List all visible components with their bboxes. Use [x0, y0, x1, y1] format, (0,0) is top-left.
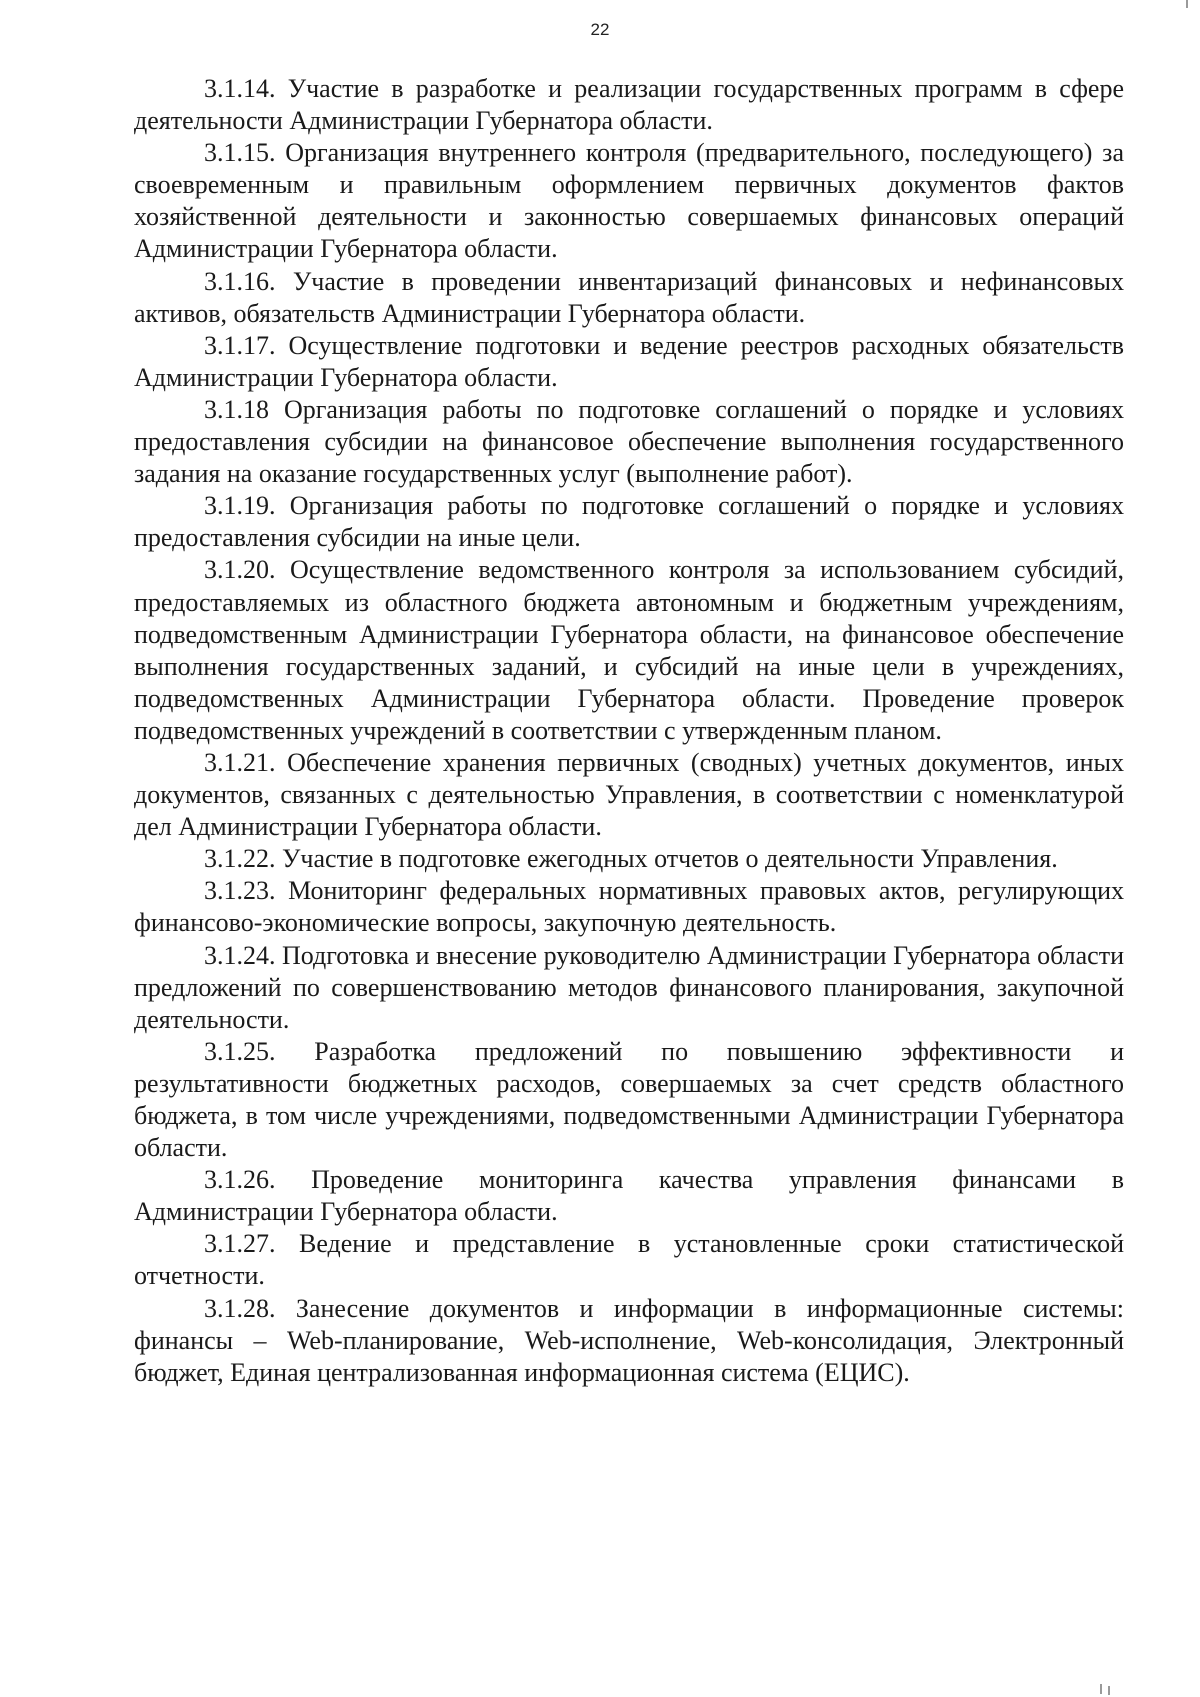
paragraph: 3.1.24. Подготовка и внесение руководителю Администрации Губернатора области предложений по совершенствованию методов финансового планирования, закупочной деятельности. — [134, 940, 1124, 1034]
paragraph: 3.1.18 Организация работы по подготовке соглашений о порядке и условиях предоставления субсидии на финансовое обеспечение выполнения государственного задания на оказание государственных услуг (выполнение работ). — [134, 394, 1124, 489]
document-body — [134, 73, 1124, 1389]
paragraph: 3.1.20. Осуществление ведомственного контроля за использованием субсидий, предоставляемых из областного бюджета автономным и бюджетным учреждениям, подведомственным Администрации Губернатора области, на финансовое обеспечение выполнения государственных заданий, и субсидий на иные цели в учреждениях, подведомственных Администрации Губернатора области. Проведение проверок подведомственных учреждений в соответствии с утвержденным планом. — [134, 555, 1124, 745]
paragraph: 3.1.21. Обеспечение хранения первичных (сводных) учетных документов, иных документов, связанных с деятельностью Управления, в соответствии с номенклатурой дел Администрации Губернатора области. — [134, 747, 1124, 842]
paragraph: 3.1.27. Ведение и представление в установленные сроки статистической отчетности. — [134, 1229, 1124, 1291]
paragraph: 3.1.23. Мониторинг федеральных нормативных правовых актов, регулирующих финансово-экономические вопросы, закупочную деятельность. — [134, 876, 1124, 938]
scan-edge-mark — [1100, 1684, 1102, 1694]
paragraph: 3.1.26. Проведение мониторинга качества управления финансами в Администрации Губернатора области. — [134, 1165, 1124, 1227]
scan-edge-mark — [1186, 0, 1188, 8]
paragraph: 3.1.22. Участие в подготовке ежегодных отчетов о деятельности Управления. — [204, 844, 1058, 874]
page-number: 22 — [590, 20, 610, 39]
scan-edge-mark — [1108, 1686, 1110, 1695]
paragraph: 3.1.25. Разработка предложений по повышению эффективности и результативности бюджетных расходов, совершаемых за счет средств областного бюджета, в том числе учреждениями, подведомственными Администрации Губернатора области. — [134, 1036, 1124, 1163]
paragraph: 3.1.15. Организация внутреннего контроля (предварительного, последующего) за своевременным и правильным оформлением первичных документов фактов хозяйственной деятельности и законностью совершаемых финансовых операций Администрации Губернатора области. — [134, 138, 1124, 264]
paragraph: 3.1.28. Занесение документов и информации в информационные системы: финансы – Web-планирование, Web-исполнение, Web-консолидация, Электронный бюджет, Единая централизованная информационная система (ЕЦИС). — [134, 1293, 1124, 1387]
paragraph: 3.1.14. Участие в разработке и реализации государственных программ в сфере деятельности Администрации Губернатора области. — [134, 74, 1124, 136]
paragraph: 3.1.16. Участие в проведении инвентаризаций финансовых и нефинансовых активов, обязательств Администрации Губернатора области. — [134, 266, 1124, 328]
paragraph: 3.1.17. Осуществление подготовки и ведение реестров расходных обязательств Администрации Губернатора области. — [134, 330, 1124, 392]
paragraph: 3.1.19. Организация работы по подготовке соглашений о порядке и условиях предоставления субсидии на иные цели. — [134, 491, 1124, 553]
